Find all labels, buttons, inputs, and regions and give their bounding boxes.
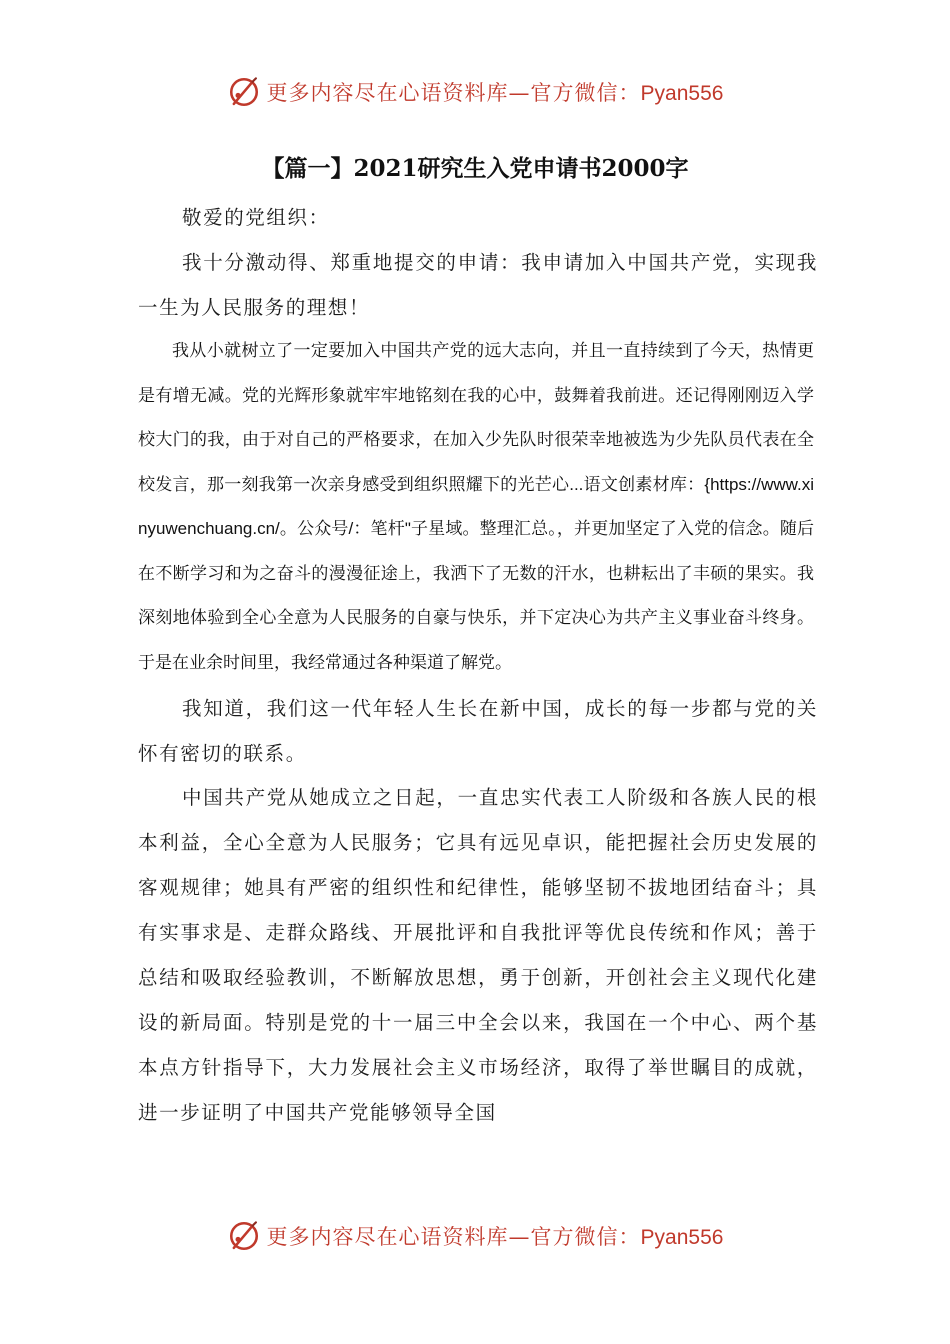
- page-title: 【篇一】2021研究生入党申请书2000字: [261, 155, 689, 182]
- pen-logo-icon: [227, 1219, 261, 1253]
- paragraph-1: 我十分激动得、郑重地提交的申请：我申请加入中国共产党，实现我一生为人民服务的理想！: [138, 251, 818, 319]
- header-banner: [0, 72, 950, 112]
- header-wechat-id: Pyan556: [640, 82, 724, 105]
- paragraph-2: 我从小就树立了一定要加入中国共产党的远大志向，并且一直持续到了今天，热情更是有增无减。党的光辉形象就牢牢地铭刻在我的心中，鼓舞着我前进。还记得刚刚迈入学校大门的我，由于对自己的严格要求，在加入少先队时很荣幸地被选为少先队员代表在全校发言，那一刻我第一次亲身感受到组织照耀下的光芒心...语文创素材库：{https://www.xinyuwenchuang.cn/。公众号/：笔杆"子星域。整理汇总。，并更加坚定了入党的信念。随后在不断学习和为之奋斗的漫漫征途上，我洒下了无数的汗水，也耕耘出了丰硕的果实。我深刻地体验到全心全意为人民服务的自豪与快乐，并下定决心为共产主义事业奋斗终身。于是在业余时间里，我经常通过各种渠道了解党。: [138, 341, 814, 672]
- paragraph-3: 我知道，我们这一代年轻人生长在新中国，成长的每一步都与党的关怀有密切的联系。: [138, 697, 818, 765]
- header-banner-text: 更多内容尽在心语资料库—官方微信：Pyan556: [266, 81, 724, 105]
- salutation: 敬爱的党组织：: [182, 206, 330, 229]
- pen-logo-icon: [227, 75, 261, 109]
- footer-wechat-id: Pyan556: [640, 1226, 724, 1249]
- footer-banner-text: 更多内容尽在心语资料库—官方微信：Pyan556: [266, 1225, 724, 1249]
- footer-banner: [0, 1216, 950, 1256]
- paragraph-4: 中国共产党从她成立之日起，一直忠实代表工人阶级和各族人民的根本利益，全心全意为人民服务；它具有远见卓识，能把握社会历史发展的客观规律；她具有严密的组织性和纪律性，能够坚韧不拔地团结奋斗；具有实事求是、走群众路线、开展批评和自我批评等优良传统和作风；善于总结和吸取经验教训，不断解放思想，勇于创新，开创社会主义现代化建设的新局面。特别是党的十一届三中全会以来，我国在一个中心、两个基本点方针指导下，大力发展社会主义市场经济，取得了举世瞩目的成就，进一步证明了中国共产党能够领导全国: [138, 786, 818, 1124]
